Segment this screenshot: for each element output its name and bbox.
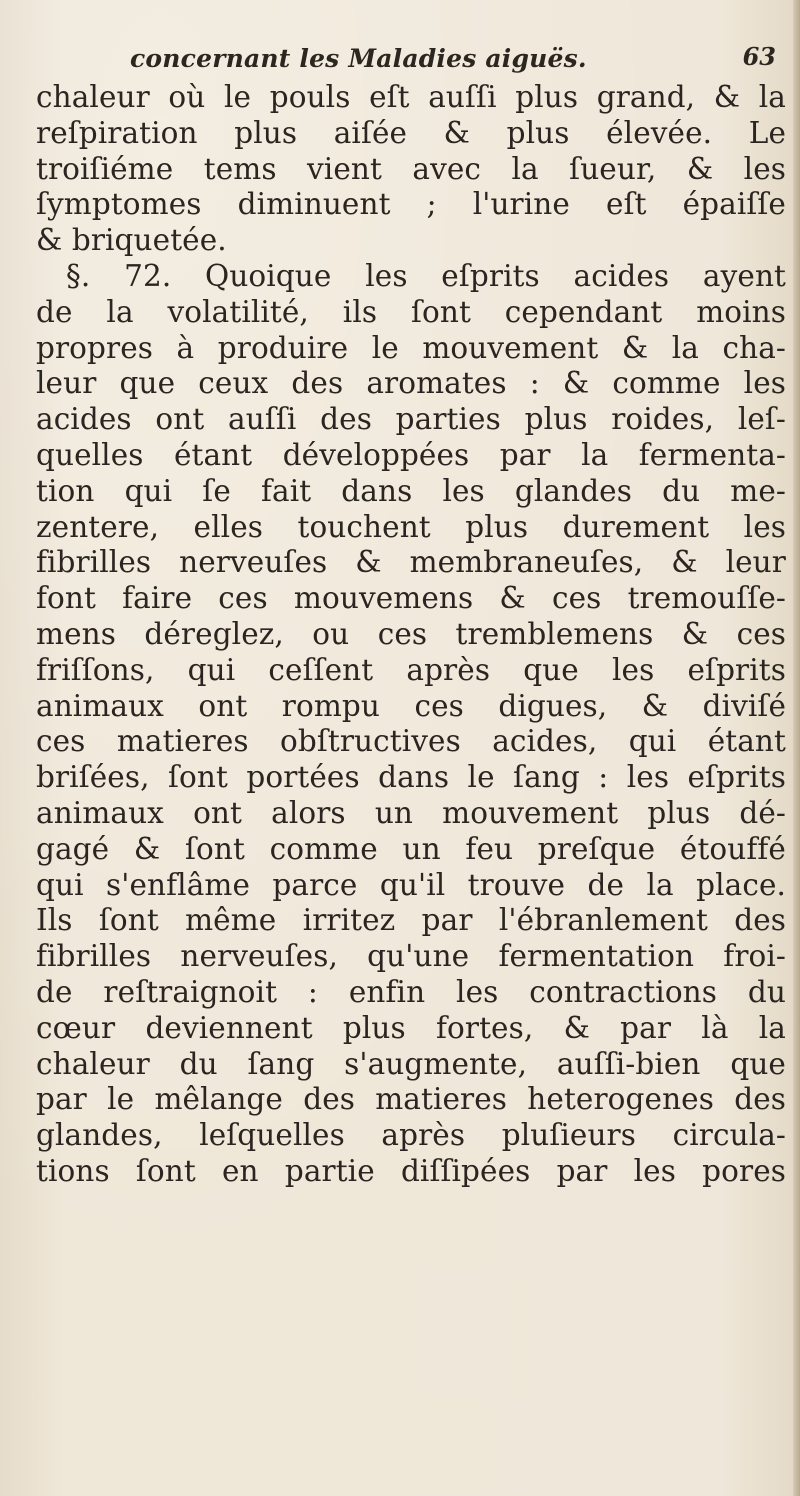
text-line: cœur deviennent plus fortes, & par là la: [36, 1010, 786, 1045]
text-line: font faire ces mouvemens & ces tremouſſe-: [36, 581, 786, 616]
text-line: troiſiéme tems vient avec la ſueur, & les: [36, 151, 786, 186]
text-line: de reſtraignoit : enfin les contractions du: [36, 974, 786, 1009]
page-edge: [793, 0, 800, 1496]
paragraph-start-line: §. 72. Quoique les eſprits acides ayent: [66, 258, 786, 293]
body-text: [36, 80, 786, 1190]
text-line: fibrilles nerveuſes, qu'une fermentation froi-: [36, 939, 786, 974]
text-line: briſées, ſont portées dans le ſang : les eſprits: [36, 760, 786, 795]
text-line: chaleur où le pouls eſt auſſi plus grand, & la: [36, 80, 786, 114]
page-header: [130, 36, 780, 80]
text-line: acides ont auſſi des parties plus roides, leſ-: [36, 402, 786, 437]
text-line: de la volatilité, ils ſont cependant moins: [36, 294, 786, 329]
text-line: gagé & ſont comme un feu preſque étouffé: [36, 831, 786, 866]
text-line: animaux ont rompu ces digues, & diviſé: [36, 688, 786, 723]
running-title: concernant les Maladies aiguës.: [130, 44, 587, 73]
text-line: propres à produire le mouvement & la cha-: [36, 330, 786, 365]
text-line: zentere, elles touchent plus durement les: [36, 509, 786, 544]
text-line: quelles étant développées par la fermenta-: [36, 437, 786, 472]
page-number: 63: [742, 42, 776, 71]
text-line: & briquetée.: [36, 223, 227, 258]
text-line: tions ſont en partie diſſipées par les pores: [36, 1153, 786, 1188]
text-line: chaleur du ſang s'augmente, auſſi-bien que: [36, 1046, 786, 1081]
text-line: reſpiration plus aiſée & plus élevée. Le: [36, 115, 786, 150]
text-line: ces matieres obſtructives acides, qui étant: [36, 724, 786, 759]
text-line: leur que ceux des aromates : & comme les: [36, 366, 786, 401]
text-line: animaux ont alors un mouvement plus dé-: [36, 795, 786, 830]
text-line: friſſons, qui ceſſent après que les eſprits: [36, 652, 786, 687]
text-line: Ils ſont même irritez par l'ébranlement des: [36, 903, 786, 938]
text-line: ſymptomes diminuent ; l'urine eſt épaiſſe: [36, 187, 786, 222]
text-line: tion qui ſe fait dans les glandes du me-: [36, 473, 786, 508]
text-line: qui s'enflâme parce qu'il trouve de la place.: [36, 867, 786, 902]
text-line: par le mêlange des matieres heterogenes des: [36, 1082, 786, 1117]
text-line: mens déreglez, ou ces tremblemens & ces: [36, 616, 786, 651]
text-line: glandes, leſquelles après pluſieurs circula-: [36, 1118, 786, 1153]
text-line: fibrilles nerveuſes & membraneuſes, & leur: [36, 545, 786, 580]
